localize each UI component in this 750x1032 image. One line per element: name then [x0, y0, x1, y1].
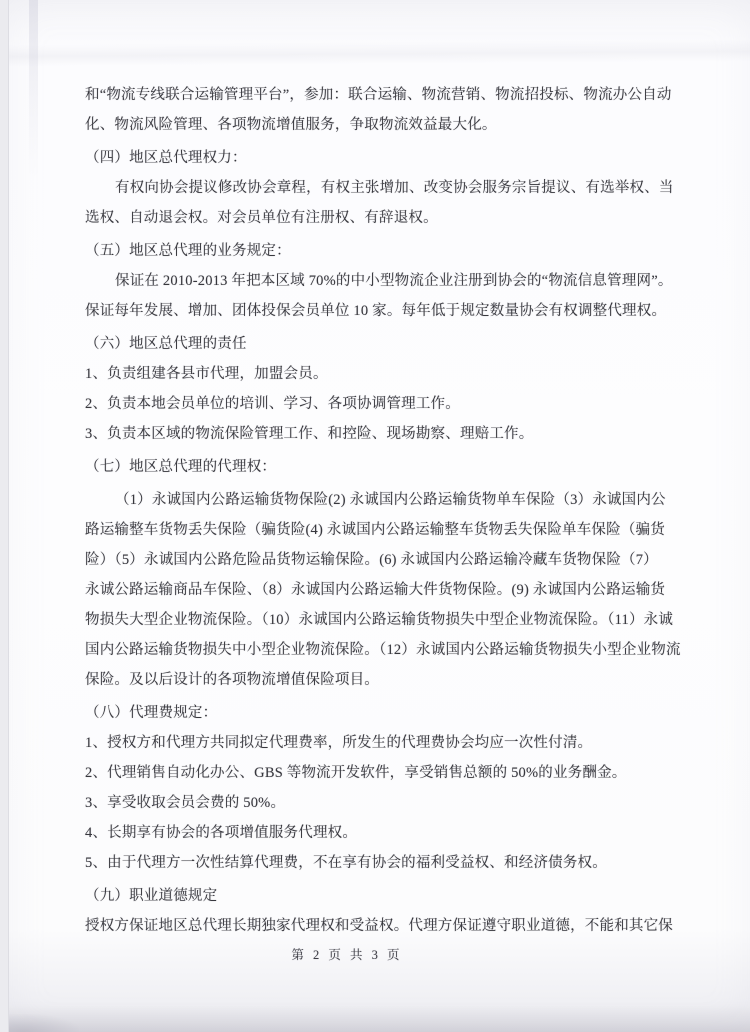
- document-line: 永诚公路运输商品车保险、（8）永诚国内公路运输大件货物保险。(9) 永诚国内公路运输货: [85, 582, 666, 598]
- page-number-footer: 第 2 页 共 3 页: [291, 948, 403, 962]
- numbered-item: 4、长期享有协会的各项增值服务代理权。: [85, 825, 358, 841]
- document-line: （1）永诚国内公路运输货物保险(2) 永诚国内公路运输货物单车保险（3）永诚国内公: [115, 492, 666, 508]
- document-line: 路运输整车货物丢失保险（骗货险(4) 永诚国内公路运输整车货物丢失保险单车保险（骗货: [85, 522, 665, 538]
- section-heading-9: （九）职业道德规定: [85, 888, 218, 904]
- document-line: 国内公路运输货物损失中小型企业物流保险。（12）永诚国内公路运输货物损失小型企业物流: [85, 642, 681, 658]
- document-line: 保险。及以后设计的各项物流增值保险项目。: [85, 672, 379, 688]
- numbered-item: 1、负责组建各县市代理，加盟会员。: [85, 366, 328, 382]
- document-line: 授权方保证地区总代理长期独家代理权和受益权。代理方保证遵守职业道德，不能和其它保: [85, 918, 673, 934]
- document-line: 选权、自动退会权。对会员单位有注册权、有辞退权。: [85, 210, 438, 226]
- section-heading-4: （四）地区总代理权力：: [85, 150, 247, 166]
- document-line: 化、物流风险管理、各项物流增值服务，争取物流效益最大化。: [85, 117, 497, 133]
- scanner-corner-smudge: [9, 1014, 79, 1032]
- paper-edge-streak: [29, 0, 38, 180]
- document-line: 有权向协会提议修改协会章程，有权主张增加、改变协会服务宗旨提议、有选举权、当: [115, 180, 674, 196]
- document-line: 物损失大型企业物流保险。（10）永诚国内公路运输货物损失中型企业物流保险。（11）永诚: [85, 612, 674, 628]
- document-body: [85, 80, 701, 941]
- section-heading-8: （八）代理费规定：: [85, 705, 218, 721]
- section-heading-7: （七）地区总代理的代理权：: [85, 459, 277, 475]
- document-line: 保证在 2010-2013 年把本区域 70%的中小型物流企业注册到协会的“物流信息管理网”。: [115, 273, 673, 289]
- numbered-item: 5、由于代理方一次性结算代理费，不在享有协会的福利受益权、和经济债务权。: [85, 855, 607, 871]
- scanner-bottom-shadow: [9, 1006, 750, 1032]
- document-line: 保证每年发展、增加、团体投保会员单位 10 家。每年低于规定数量协会有权调整代理权。: [85, 303, 667, 319]
- paper-sheet: [8, 0, 750, 1032]
- numbered-item: 3、负责本区域的物流保险管理工作、和控险、现场勘察、理赔工作。: [85, 426, 534, 442]
- section-heading-5: （五）地区总代理的业务规定：: [85, 243, 291, 259]
- numbered-item: 2、代理销售自动化办公、GBS 等物流开发软件，享受销售总额的 50%的业务酬金。: [85, 765, 627, 781]
- document-line: 险）（5）永诚国内公路危险品货物运输保险。(6) 永诚国内公路运输冷藏车货物保险（7）: [85, 552, 658, 568]
- numbered-item: 3、享受收取会员会费的 50%。: [85, 795, 286, 811]
- document-line: 和“物流专线联合运输管理平台”，参加：联合运输、物流营销、物流招投标、物流办公自动: [85, 87, 672, 103]
- section-heading-6: （六）地区总代理的责任: [85, 336, 247, 352]
- paper-fold-shadow: [9, 39, 750, 66]
- numbered-item: 2、负责本地会员单位的培训、学习、各项协调管理工作。: [85, 396, 460, 412]
- numbered-item: 1、授权方和代理方共同拟定代理费率，所发生的代理费协会均应一次性付清。: [85, 735, 593, 751]
